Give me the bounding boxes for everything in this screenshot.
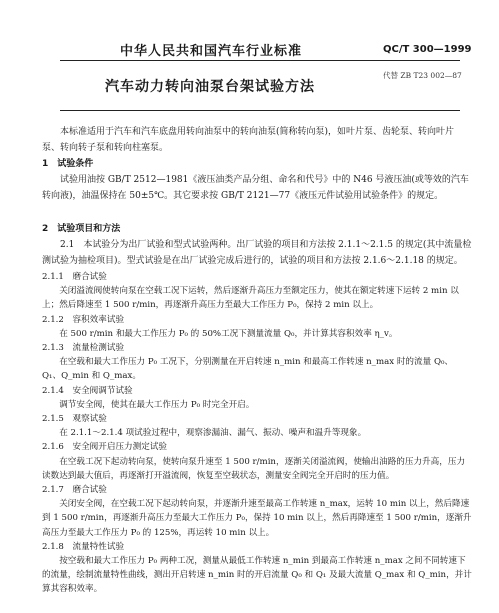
clause-number: 2.1.1 磨合试验 (42, 272, 107, 282)
clause-text: 关闭溢流阀使转向泵在空载工况下运转，然后逐渐升高压力至额定压力，使其在额定转速下运转 2 min 以上；然后降速至 1 500 r/min，再逐渐升高压力至最大工作压力 P₀，保持 2 min 以上。 (42, 286, 459, 311)
clause-title: 安全阀调节试验 (63, 385, 133, 396)
clause-number: 2.1.2 容积效率试验 (42, 314, 125, 325)
clause-number: 2.1.4 安全阀调节试验 (42, 385, 133, 396)
clause-text: 调节安全阀，使其在最大工作压力 P₀ 时完全开启。 (59, 399, 255, 410)
clause-text: 关闭安全阀，在空载工况下起动转向泵，并逐渐升速至最高工作转速 n_max，运转 10 min 以上，然后降速到 1 500 r/min，再逐渐升高压力至最大工作压力 P₀，保持 10 min 以上，然后再降速至 1 500 r/min，逐渐升高压力至最大工作压力 P₀ 的 125%，再运转 10 min 以上。 (42, 499, 472, 538)
header-rule (60, 60, 460, 61)
clause-text: 在空载和最大工作压力 P₀ 工况下，分别测量在开启转速 n_min 和最高工作转速 n_max 时的流量 Q₀、Q₁、Q_min 和 Q_max。 (42, 357, 454, 382)
section-heading: 2 试验项目和方法 (42, 224, 121, 234)
clause-title: 安全阀开启压力测定试验 (63, 442, 168, 453)
clause-title: 观察试验 (63, 414, 107, 425)
clause-text: 在 500 r/min 和最大工作压力 P₀ 的 50%工况下测量流量 Q₀，并计算其容积效率 η_v。 (59, 328, 398, 339)
section-paragraph: 试验用油按 GB/T 2512—1981《液压油类产品分组、命名和代号》中的 N46 号液压油(或等效的汽车转向液)，油温保持在 50±5℃。其它要求按 GB/T 2121—77《液压元件试验用试验条件》的规定。 (42, 175, 469, 201)
title-rule (60, 110, 460, 111)
section-1 (42, 156, 472, 204)
clause-title: 容积效率试验 (63, 314, 125, 325)
clauses-block (42, 270, 472, 597)
clause-title: 磨合试验 (63, 485, 107, 496)
clause-number: 2.1.5 观察试验 (42, 414, 107, 425)
section-paragraph: 2.1 本试验分为出厂试验和型式试验两种。出厂试验的项目和方法按 2.1.1～2.1.5 的规定(其中流量检测试验为抽检项目)。型式试验是在出厂试验完成后进行的，试验的项目和方法按 2.1.6～2.1.18 的规定。 (42, 240, 472, 266)
clause-title: 磨合试验 (63, 272, 107, 282)
clause-number: 2.1.3 流量检测试验 (42, 343, 125, 354)
scope-paragraph: 本标准适用于汽车和汽车底盘用转向油泵中的转向油泵(简称转向泵)，如叶片泵、齿轮泵、转向叶片泵、转向转子泵和转向柱塞泵。 (42, 127, 455, 153)
clause-number: 2.1.8 流量特性试验 (42, 541, 125, 552)
clause-text: 在 2.1.1～2.1.4 项试验过程中，观察渗漏油、漏气、振动、噪声和温升等现象。 (59, 428, 367, 439)
industry-standard-title: 中华人民共和国汽车行业标准 (120, 44, 303, 59)
clause-text: 按空载和最大工作压力 P₀ 两种工况，测量从最低工作转速 n_min 到最高工作转速 n_max 之间不同转速下的流量，绘制流量特性曲线，测出开启转速 n_min 时的开启流量 Q₀ 和 Q₁ 及最大流量 Q_max 和 Q_min，并计算其容积效率。 (42, 556, 472, 595)
replaces-note: 代替 ZB T23 002—87 (383, 71, 462, 80)
clause-text: 在空载工况下起动转向泵，使转向泵升速至 1 500 r/min，逐渐关闭溢流阀，使输出油路的压力升高，压力读数达到最大值后，再逐渐打开溢流阀，恢复至空载状态，测量安全阀完全开启时的压力值。 (42, 456, 466, 481)
section-heading: 1 试验条件 (42, 159, 94, 169)
document-title: 汽车动力转向油泵台架试验方法 (105, 79, 315, 95)
standard-number: QC/T 300—1999 (383, 44, 472, 55)
scope-section (42, 124, 472, 156)
clause-title: 流量检测试验 (63, 343, 125, 354)
clause-number: 2.1.6 安全阀开启压力测定试验 (42, 442, 168, 453)
clause-title: 流量特性试验 (63, 541, 125, 552)
clause-number: 2.1.7 磨合试验 (42, 485, 107, 496)
section-2 (42, 221, 472, 269)
